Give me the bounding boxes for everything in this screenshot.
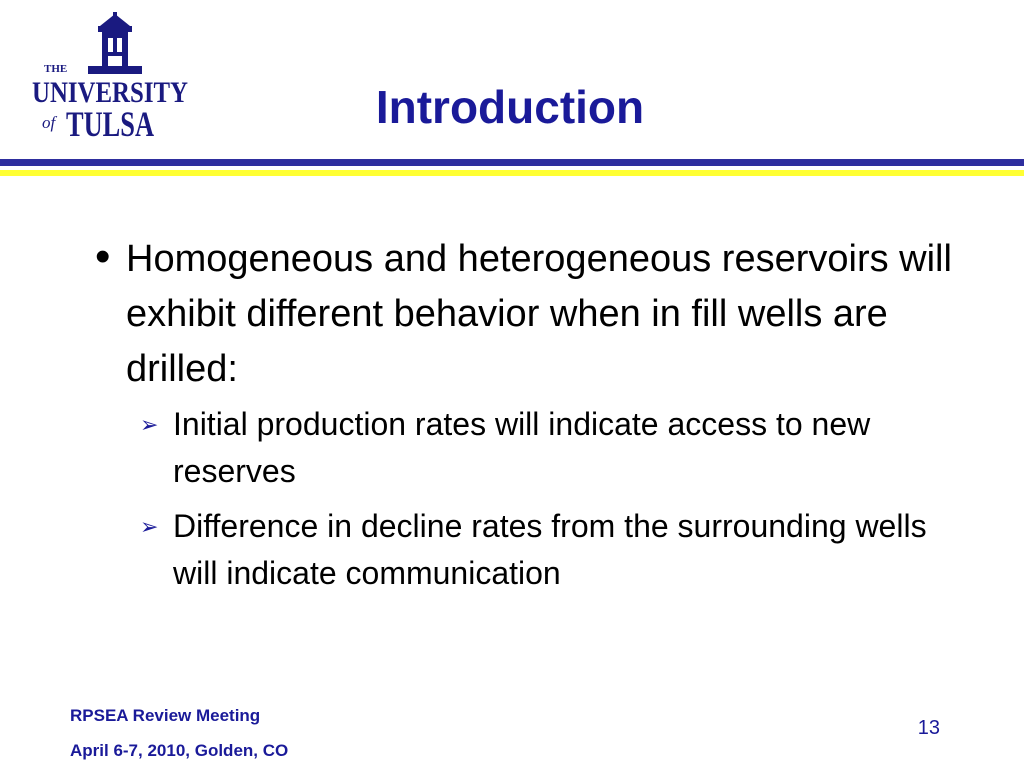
bullet-item [95,232,955,397]
arrow-bullet-icon: ➢ [140,514,159,539]
sub-bullet-item [95,401,938,495]
svg-text:THE: THE [44,63,68,75]
logo-graphic [30,12,190,142]
footer-date-location: April 6-7, 2010, Golden, CO [70,741,289,760]
arrow-bullet-icon: ➢ [140,412,159,437]
svg-text:TULSA: TULSA [66,104,154,144]
sub-bullet-text: Initial production rates will indicate access to new reserves [173,406,871,489]
university-of-tulsa-logo [30,12,190,142]
sub-bullet-text: Difference in decline rates from the surrounding wells will indicate communication [173,508,927,591]
svg-text:UNIVERSITY: UNIVERSITY [32,76,189,109]
title-divider-yellow [0,170,1024,176]
sub-bullet-item [95,503,938,597]
slide-content [95,232,955,597]
slide-number: 13 [917,717,940,739]
footer-meeting-name: RPSEA Review Meeting [70,706,261,725]
bullet-text: Homogeneous and heterogeneous reservoirs will exhibit different behavior when in fill wells are drilled: [126,238,952,390]
title-divider-blue [0,159,1024,166]
svg-text:of: of [42,113,56,132]
slide-title: Introduction [375,81,645,133]
bullet-dot-icon: • [95,232,111,281]
